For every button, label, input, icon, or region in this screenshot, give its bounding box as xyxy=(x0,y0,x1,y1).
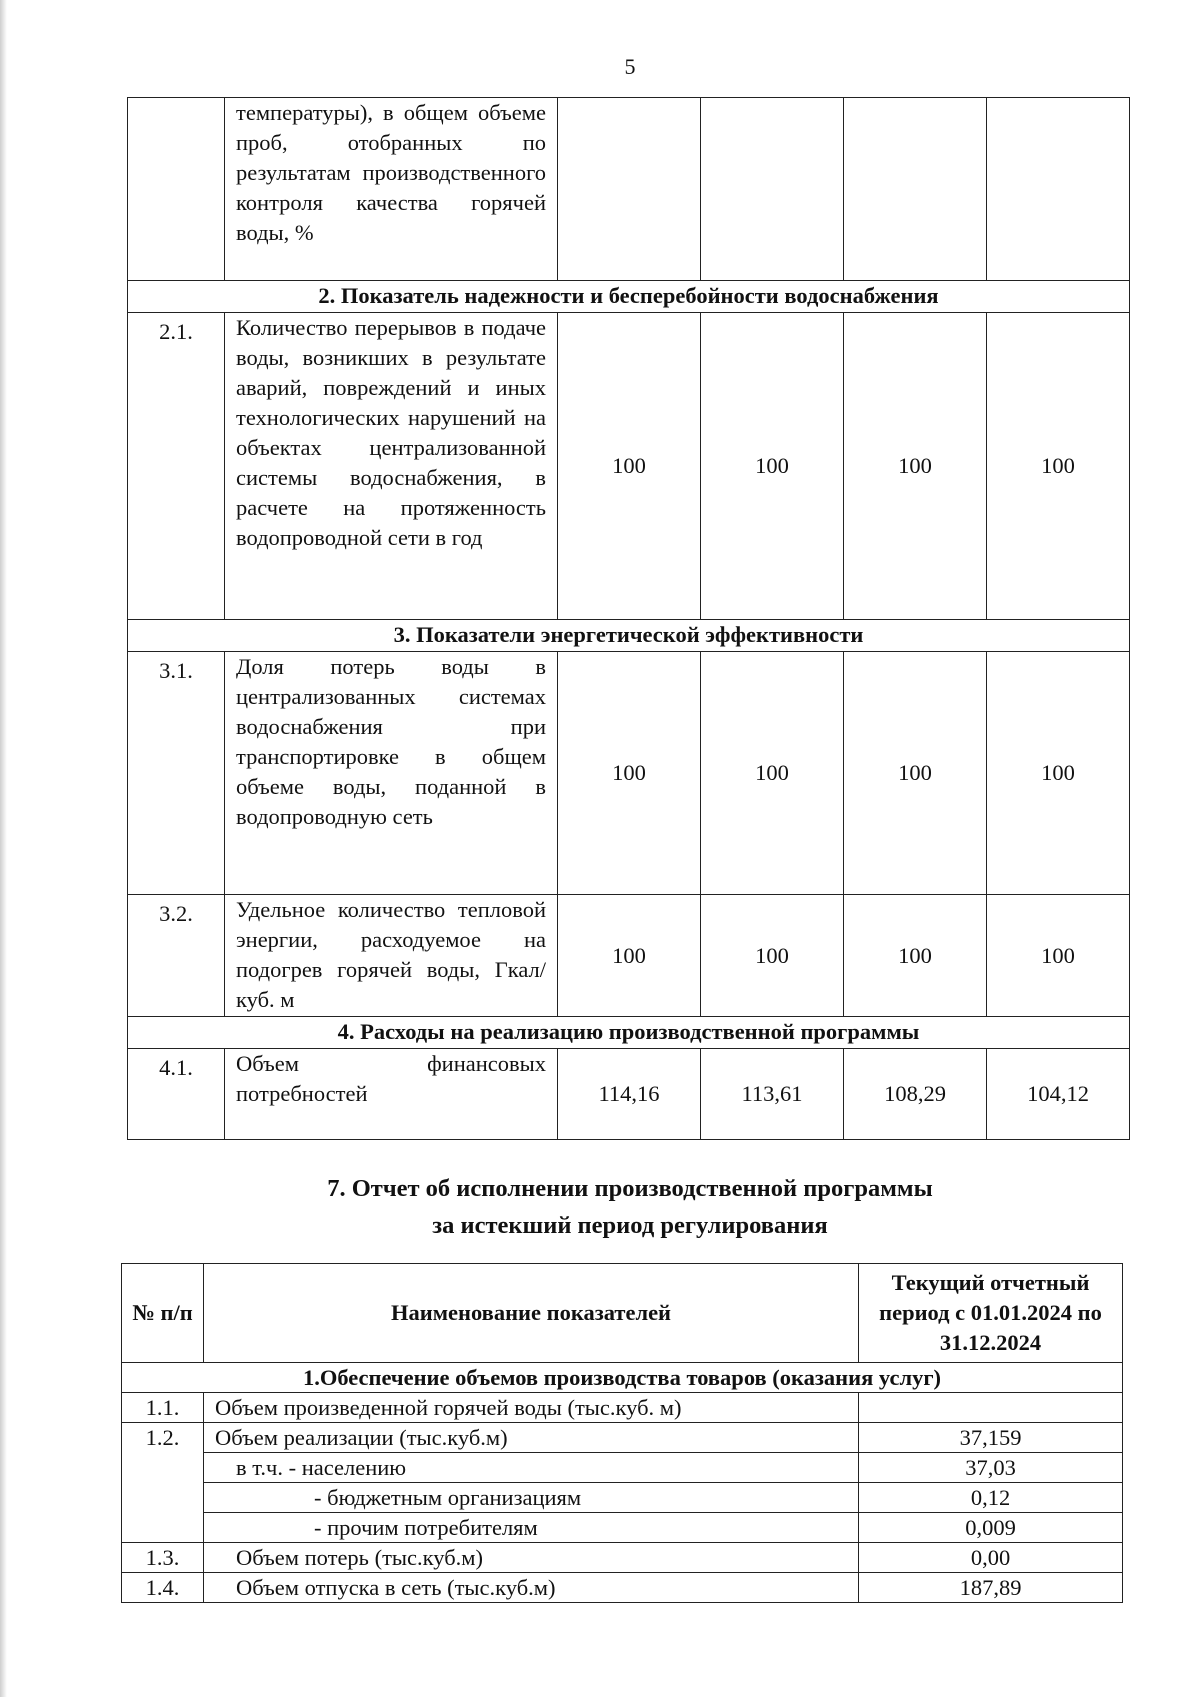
value-cell: 108,29 xyxy=(844,1049,987,1140)
value-cell: 100 xyxy=(558,652,701,895)
table-row xyxy=(128,652,1130,895)
report-table xyxy=(121,1263,1123,1603)
value-cell: 100 xyxy=(701,895,844,1017)
section-row xyxy=(128,620,1130,652)
value-cell: 100 xyxy=(558,313,701,620)
table-row xyxy=(122,1573,1123,1603)
header-name: Наименование показателей xyxy=(204,1264,859,1363)
value-cell: 100 xyxy=(844,313,987,620)
value-cell: 100 xyxy=(844,652,987,895)
value-cell: 37,159 xyxy=(859,1423,1123,1453)
section-7-title-line2: за истекший период регулирования xyxy=(432,1212,828,1239)
value-cell xyxy=(987,98,1130,281)
section-7-heading xyxy=(180,1170,1080,1244)
value-cell: 113,61 xyxy=(701,1049,844,1140)
page-number: 5 xyxy=(624,54,636,79)
indicator-name: в т.ч. - населению xyxy=(204,1453,859,1483)
row-number: 1.1. xyxy=(122,1393,204,1423)
value-cell: 104,12 xyxy=(987,1049,1130,1140)
header-num: № п/п xyxy=(122,1264,204,1363)
indicator-name: Объем реализации (тыс.куб.м) xyxy=(204,1423,859,1453)
value-cell: 100 xyxy=(987,895,1130,1017)
table-row xyxy=(128,1049,1130,1140)
row-number: 2.1. xyxy=(128,313,225,620)
table-row xyxy=(122,1423,1123,1453)
table-row xyxy=(128,98,1130,281)
value-cell: 100 xyxy=(701,313,844,620)
header-row xyxy=(122,1264,1123,1363)
row-number: 1.2. xyxy=(122,1423,204,1543)
row-number: 1.3. xyxy=(122,1543,204,1573)
section-title-3: 3. Показатели энергетической эффективности xyxy=(128,620,1130,652)
section-row xyxy=(122,1363,1123,1393)
value-cell: 187,89 xyxy=(859,1573,1123,1603)
value-cell: 37,03 xyxy=(859,1453,1123,1483)
row-number: 1.4. xyxy=(122,1573,204,1603)
table-row xyxy=(128,895,1130,1017)
section-title-2: 2. Показатель надежности и бесперебойности водоснабжения xyxy=(128,281,1130,313)
table-row xyxy=(122,1483,1123,1513)
section-7-title-line1: 7. Отчет об исполнении производственной программы xyxy=(327,1175,933,1202)
indicator-name: Удельное количество тепловой энергии, расходуемое на подогрев горячей воды, Гкал/куб. м xyxy=(225,895,558,1017)
indicators-table xyxy=(127,97,1130,1140)
value-cell xyxy=(859,1393,1123,1423)
value-cell: 0,009 xyxy=(859,1513,1123,1543)
section-title-1: 1.Обеспечение объемов производства товаров (оказания услуг) xyxy=(122,1363,1123,1393)
section-title-4: 4. Расходы на реализацию производственной программы xyxy=(128,1017,1130,1049)
value-cell xyxy=(701,98,844,281)
indicator-name: Объем отпуска в сеть (тыс.куб.м) xyxy=(204,1573,859,1603)
indicator-name: - бюджетным организациям xyxy=(204,1483,859,1513)
row-number xyxy=(128,98,225,281)
table-row xyxy=(128,313,1130,620)
table-row xyxy=(122,1453,1123,1483)
table-row xyxy=(122,1513,1123,1543)
table-row xyxy=(122,1393,1123,1423)
scan-edge-shadow xyxy=(0,0,7,1697)
value-cell xyxy=(558,98,701,281)
value-cell: 0,12 xyxy=(859,1483,1123,1513)
value-cell: 100 xyxy=(844,895,987,1017)
indicator-name: Объем произведенной горячей воды (тыс.куб. м) xyxy=(204,1393,859,1423)
indicator-name: температуры), в общем объеме проб, отобранных по результатам производственного контроля качества горячей воды, % xyxy=(225,98,558,281)
indicator-name: Доля потерь воды в централизованных системах водоснабжения при транспортировке в общем объеме воды, поданной в водопроводную сеть xyxy=(225,652,558,895)
value-cell: 114,16 xyxy=(558,1049,701,1140)
value-cell: 100 xyxy=(987,652,1130,895)
indicator-name: Объем потерь (тыс.куб.м) xyxy=(204,1543,859,1573)
value-cell: 100 xyxy=(558,895,701,1017)
indicator-name: - прочим потребителям xyxy=(204,1513,859,1543)
row-number: 3.2. xyxy=(128,895,225,1017)
value-cell xyxy=(844,98,987,281)
value-cell: 100 xyxy=(987,313,1130,620)
indicator-name: Количество перерывов в подаче воды, возникших в результате аварий, повреждений и иных технологических нарушений на объектах централизованной системы водоснабжения, в расчете на протяженность водопроводной сети в год xyxy=(225,313,558,620)
row-number: 3.1. xyxy=(128,652,225,895)
indicator-name: Объем финансовых потребностей xyxy=(225,1049,558,1140)
header-period: Текущий отчетный период с 01.01.2024 по 31.12.2024 xyxy=(859,1264,1123,1363)
section-row xyxy=(128,1017,1130,1049)
value-cell: 100 xyxy=(701,652,844,895)
value-cell: 0,00 xyxy=(859,1543,1123,1573)
section-row xyxy=(128,281,1130,313)
table-row xyxy=(122,1543,1123,1573)
row-number: 4.1. xyxy=(128,1049,225,1140)
